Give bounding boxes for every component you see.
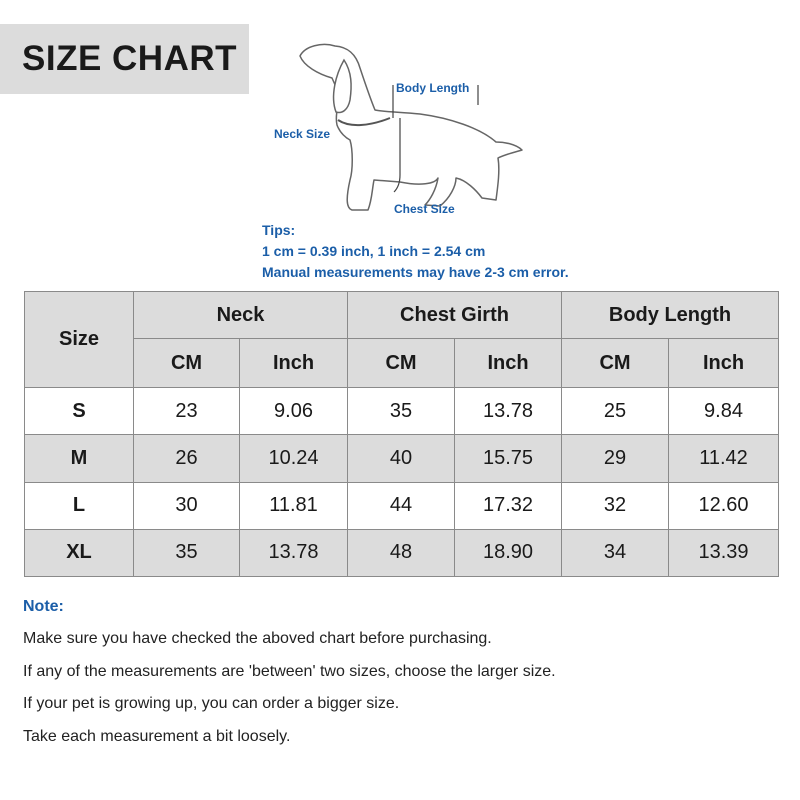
table-cell: 18.90 (455, 529, 562, 576)
size-cell: S (25, 388, 134, 435)
size-cell: XL (25, 529, 134, 576)
table-cell: 17.32 (455, 482, 562, 529)
table-cell: 12.60 (669, 482, 779, 529)
table-cell: 35 (348, 388, 455, 435)
table-cell: 10.24 (240, 435, 348, 482)
note-line: Make sure you have checked the aboved chart before purchasing. (23, 630, 492, 647)
unit-header: Inch (240, 339, 348, 388)
table-cell: 23 (134, 388, 240, 435)
body-length-label: Body Length (396, 81, 470, 95)
table-cell: 13.78 (240, 529, 348, 576)
table-cell: 26 (134, 435, 240, 482)
dog-body-outline (300, 44, 522, 210)
unit-header: Inch (455, 339, 562, 388)
group-header-body-length: Body Length (562, 292, 779, 339)
tips-heading: Tips: (262, 222, 296, 238)
table-cell: 34 (562, 529, 669, 576)
table-cell: 30 (134, 482, 240, 529)
table-cell: 29 (562, 435, 669, 482)
size-cell: M (25, 435, 134, 482)
table-cell: 35 (134, 529, 240, 576)
neck-size-label: Neck Size (274, 127, 331, 141)
table-cell: 48 (348, 529, 455, 576)
table-row (25, 529, 779, 576)
note-heading: Note: (23, 598, 64, 615)
note-line: If your pet is growing up, you can order a bigger size. (23, 695, 400, 712)
unit-header: CM (562, 339, 669, 388)
unit-header: CM (134, 339, 240, 388)
dog-measurement-diagram (260, 30, 560, 230)
table-row (25, 388, 779, 435)
table-cell: 13.39 (669, 529, 779, 576)
tips-block (262, 220, 569, 283)
chest-size-label: Chest Size (394, 202, 455, 216)
table-cell: 11.42 (669, 435, 779, 482)
page-title: SIZE CHART (0, 24, 249, 94)
tips-error-note: Manual measurements may have 2-3 cm error. (262, 264, 569, 280)
table-row (25, 435, 779, 482)
size-chart-table (24, 291, 779, 577)
size-header: Size (25, 292, 134, 388)
note-line: If any of the measurements are 'between' two sizes, choose the larger size. (23, 663, 556, 680)
tips-conversion: 1 cm = 0.39 inch, 1 inch = 2.54 cm (262, 243, 486, 259)
table-cell: 13.78 (455, 388, 562, 435)
group-header-chest-girth: Chest Girth (348, 292, 562, 339)
table-row (25, 482, 779, 529)
table-cell: 11.81 (240, 482, 348, 529)
unit-header: CM (348, 339, 455, 388)
table-cell: 15.75 (455, 435, 562, 482)
table-cell: 32 (562, 482, 669, 529)
table-cell: 40 (348, 435, 455, 482)
table-cell: 9.06 (240, 388, 348, 435)
unit-header: Inch (669, 339, 779, 388)
note-line: Take each measurement a bit loosely. (23, 728, 291, 745)
group-header-neck: Neck (134, 292, 348, 339)
size-cell: L (25, 482, 134, 529)
table-cell: 44 (348, 482, 455, 529)
table-cell: 25 (562, 388, 669, 435)
table-cell: 9.84 (669, 388, 779, 435)
